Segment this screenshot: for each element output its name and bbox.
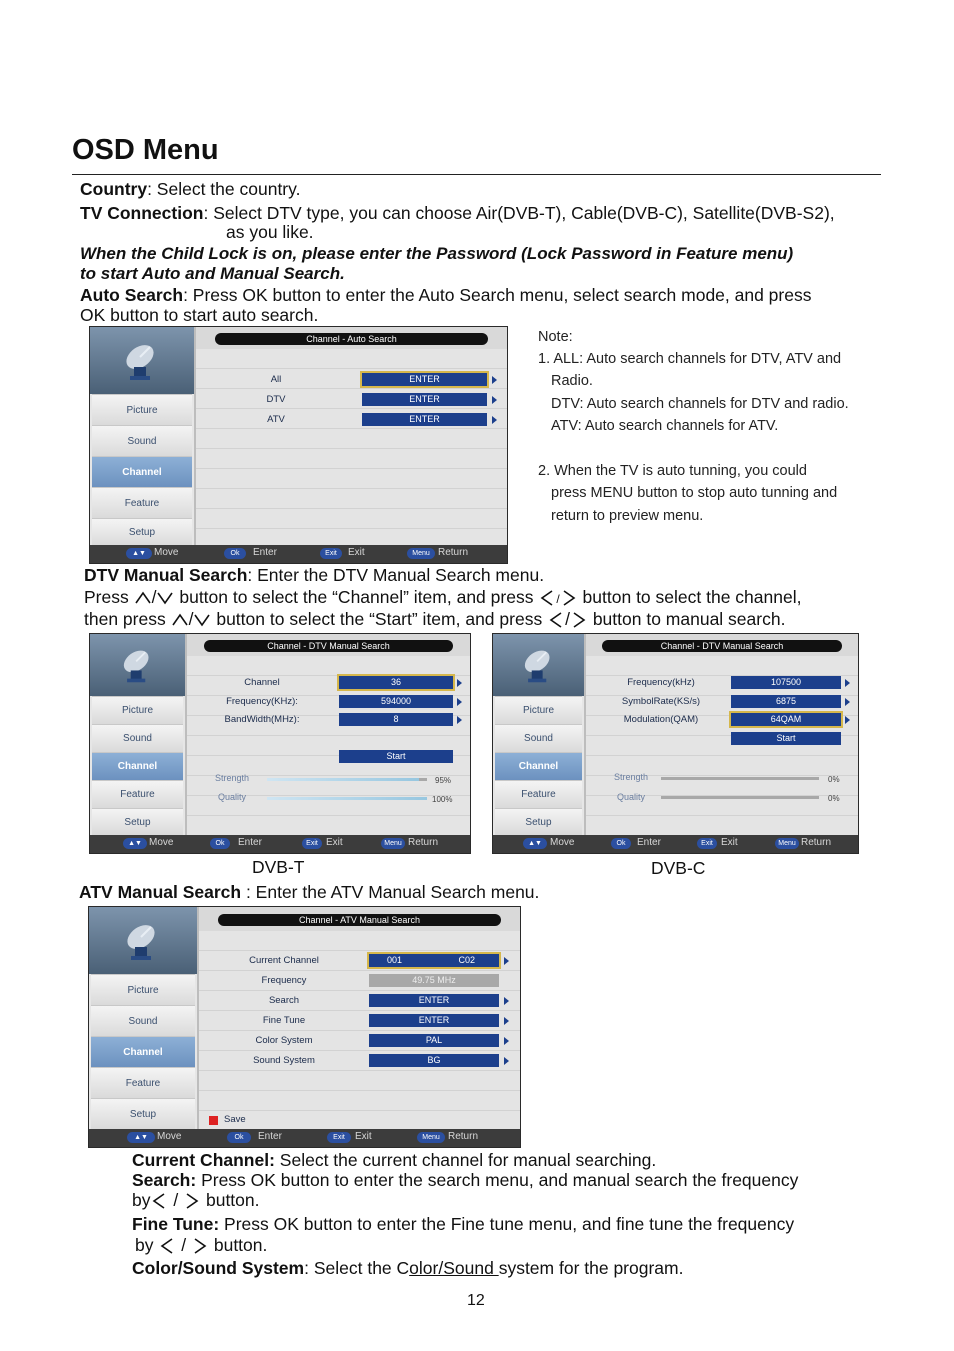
satellite-dish-icon (90, 634, 185, 696)
row-value-frequency[interactable]: 107500 (731, 676, 841, 689)
color-sound-line (132, 1258, 683, 1278)
left-arrow-icon (158, 1237, 176, 1255)
arrow-right-icon (845, 679, 850, 687)
save-red-icon (209, 1116, 218, 1125)
arrow-right-icon (845, 716, 850, 724)
current-channel-line (132, 1150, 656, 1170)
row-value-color-system[interactable]: PAL (369, 1034, 499, 1047)
channel-number: 001 (387, 955, 403, 965)
menu-item-sound[interactable]: Sound (495, 724, 582, 752)
row-label-all: All (270, 374, 282, 385)
start-button[interactable]: Start (731, 732, 841, 745)
footer-exit: Exit (355, 1131, 372, 1142)
current-channel-text: Select the current channel for manual searching. (274, 1150, 657, 1170)
row-label-bandwidth: BandWidth(MHz): (224, 714, 300, 725)
row-label-color-system: Color System (255, 1035, 313, 1046)
row-value-frequency: 49.75 MHz (369, 974, 499, 987)
child-lock-warning-1: When the Child Lock is on, please enter the Password (Lock Password in Feature menu) (80, 244, 794, 263)
row-value-fine-tune[interactable]: ENTER (369, 1014, 499, 1027)
row-value-dtv[interactable]: ENTER (362, 393, 487, 406)
search-text: Press OK button to enter the search menu, and manual search the frequency (196, 1170, 799, 1190)
by-text: by (132, 1190, 151, 1210)
arrow-right-icon (457, 698, 462, 706)
footer-exit: Exit (326, 837, 343, 848)
row-value-bandwidth[interactable]: 8 (339, 713, 453, 726)
save-label[interactable]: Save (224, 1114, 246, 1125)
search-line (132, 1170, 798, 1190)
ok-key-icon: Ok (227, 1132, 251, 1143)
quality-bar (267, 797, 427, 800)
page-number: 12 (467, 1292, 485, 1309)
footer-move: Move (154, 547, 179, 558)
menu-item-picture[interactable]: Picture (91, 974, 195, 1005)
auto-search-text-2: OK button to start auto search. (80, 305, 319, 325)
note-line-2: Radio. (551, 373, 593, 389)
arrow-right-icon (845, 698, 850, 706)
dtv-text-select-channel: button to select the “Channel” item, and press (179, 587, 534, 607)
menu-item-sound[interactable]: Sound (92, 425, 192, 456)
fine-tune-line-2 (135, 1235, 267, 1255)
strength-pct: 95% (435, 776, 452, 785)
osd-dvbt-screen (89, 633, 471, 854)
ok-key-icon: Ok (210, 838, 230, 849)
ok-key-icon: Ok (224, 548, 246, 559)
up-arrow-icon (171, 611, 189, 629)
dtv-text-select-start: button to select the “Start” item, and press (216, 609, 543, 629)
osd-side-menu (493, 634, 586, 835)
dtv-manual-line (84, 565, 544, 585)
left-arrow-icon (538, 589, 556, 607)
menu-item-setup[interactable]: Setup (91, 1098, 195, 1129)
exit-key-icon: Exit (697, 838, 717, 849)
arrow-right-icon (504, 1017, 509, 1025)
dtv-text-press: Press (84, 587, 129, 607)
caption-dvbc: DVB-C (651, 858, 706, 878)
slash: / (181, 1235, 187, 1255)
osd-content-panel (187, 634, 470, 835)
strength-track (661, 777, 819, 780)
arrow-right-icon (504, 997, 509, 1005)
menu-key-icon: Menu (775, 838, 799, 849)
current-channel-label: Current Channel: (132, 1150, 275, 1170)
row-label-fine-tune: Fine Tune (262, 1015, 306, 1026)
row-value-all[interactable]: ENTER (362, 373, 487, 386)
auto-search-line (80, 285, 811, 305)
footer-return: Return (408, 837, 439, 848)
move-key-icon: ▲▼ (123, 838, 147, 849)
down-arrow-icon (156, 589, 174, 607)
menu-item-picture[interactable]: Picture (92, 394, 192, 425)
strength-label: Strength (215, 773, 250, 783)
osd-content-panel (586, 634, 858, 835)
row-value-search[interactable]: ENTER (369, 994, 499, 1007)
footer-enter: Enter (258, 1131, 282, 1142)
atv-manual-label: ATV Manual Search (79, 882, 242, 902)
tv-connection-text: : Select DTV type, you can choose Air(DVB-T), Cable(DVB-C), Satellite(DVB-S2), (203, 203, 835, 223)
osd-footer (89, 1129, 520, 1147)
menu-key-icon: Menu (381, 838, 405, 849)
row-label-current-channel: Current Channel (249, 955, 319, 966)
osd-side-menu (90, 634, 187, 835)
dtv-manual-text: : Enter the DTV Manual Search menu. (247, 565, 545, 585)
quality-label: Quality (617, 792, 646, 802)
tv-connection-label: TV Connection (80, 203, 204, 223)
osd-dvbc-screen (492, 633, 859, 854)
menu-item-feature[interactable]: Feature (495, 780, 582, 808)
quality-track (661, 796, 819, 799)
color-sound-text-1: : Select the C (304, 1258, 410, 1278)
note-line-4: ATV: Auto search channels for ATV. (551, 418, 779, 434)
right-arrow-icon (560, 589, 578, 607)
osd-footer (90, 545, 507, 563)
note-heading: Note: (538, 329, 573, 345)
menu-item-channel[interactable]: Channel (92, 456, 192, 487)
atv-manual-text: : Enter the ATV Manual Search menu. (241, 882, 540, 902)
footer-enter: Enter (238, 837, 262, 848)
satellite-dish-icon (89, 907, 197, 974)
footer-exit: Exit (348, 547, 365, 558)
arrow-right-icon (504, 1037, 509, 1045)
page-title: OSD Menu (72, 134, 219, 166)
color-sound-text-2: olor/Sound (409, 1258, 499, 1278)
row-value-current-channel[interactable] (369, 954, 499, 967)
menu-item-feature[interactable]: Feature (92, 780, 183, 808)
arrow-right-icon (492, 376, 497, 384)
satellite-dish-icon (90, 327, 194, 394)
by-text: by (135, 1235, 154, 1255)
row-label-frequency: Frequency(kHz) (627, 677, 695, 688)
row-value-frequency[interactable]: 594000 (339, 695, 453, 708)
quality-pct: 0% (828, 794, 840, 803)
dtv-text-then-press: then press (84, 609, 166, 629)
slash: / (151, 587, 157, 607)
move-key-icon: ▲▼ (126, 548, 152, 559)
left-arrow-icon (547, 611, 565, 629)
footer-return: Return (801, 837, 832, 848)
osd-content-panel (196, 327, 507, 545)
tv-connection-line (80, 203, 835, 223)
strength-pct: 0% (828, 775, 840, 784)
menu-item-channel[interactable]: Channel (92, 752, 183, 780)
footer-exit: Exit (721, 837, 738, 848)
arrow-right-icon (457, 679, 462, 687)
arrow-right-icon (504, 1057, 509, 1065)
country-line (80, 179, 300, 199)
right-arrow-icon (570, 611, 588, 629)
osd-footer (493, 835, 858, 853)
row-label-symbolrate: SymbolRate(KS/s) (621, 696, 701, 707)
fine-tune-text: Press OK button to enter the Fine tune menu, and fine tune the frequency (219, 1214, 795, 1234)
slash: / (173, 1190, 179, 1210)
osd-atv-screen (88, 906, 521, 1148)
osd-header: Channel - ATV Manual Search (218, 914, 501, 926)
slash: / (565, 609, 570, 629)
footer-return: Return (438, 547, 469, 558)
menu-key-icon: Menu (417, 1132, 445, 1143)
footer-move: Move (550, 837, 575, 848)
menu-item-sound[interactable]: Sound (91, 1005, 195, 1036)
row-label-frequency: Frequency (261, 975, 307, 986)
fine-tune-line (132, 1214, 794, 1234)
menu-item-picture[interactable]: Picture (495, 696, 582, 724)
move-key-icon: ▲▼ (523, 838, 547, 849)
row-value-atv[interactable]: ENTER (362, 413, 487, 426)
footer-move: Move (149, 837, 174, 848)
row-label-modulation: Modulation(QAM) (623, 714, 699, 725)
osd-side-menu (90, 327, 196, 545)
strength-label: Strength (614, 772, 649, 782)
row-value-symbolrate[interactable]: 6875 (731, 695, 841, 708)
move-key-icon: ▲▼ (127, 1132, 155, 1143)
button-text: button. (213, 1235, 268, 1255)
color-sound-text-3: system for the program. (498, 1258, 684, 1278)
note-line-5: 2. When the TV is auto tunning, you could (538, 463, 807, 479)
row-label-channel: Channel (244, 677, 280, 688)
row-value-sound-system[interactable]: BG (369, 1054, 499, 1067)
right-arrow-icon (183, 1192, 201, 1210)
quality-label: Quality (218, 792, 247, 802)
row-label-frequency: Frequency(KHz): (226, 696, 298, 707)
up-arrow-icon (134, 589, 152, 607)
osd-side-menu (89, 907, 199, 1129)
dtv-manual-label: DTV Manual Search (84, 565, 248, 585)
satellite-dish-icon (493, 634, 584, 696)
strength-bar (267, 778, 419, 781)
row-value-channel[interactable]: 36 (339, 676, 453, 689)
footer-return: Return (448, 1131, 479, 1142)
row-value-modulation[interactable]: 64QAM (731, 713, 841, 726)
osd-content-panel (199, 907, 520, 1129)
note-line-6: press MENU button to stop auto tunning and (551, 485, 838, 501)
arrow-right-icon (504, 957, 509, 965)
left-arrow-icon (150, 1192, 168, 1210)
footer-enter: Enter (637, 837, 661, 848)
footer-move: Move (157, 1131, 182, 1142)
row-label-dtv: DTV (266, 394, 286, 405)
search-line-2 (132, 1190, 260, 1210)
osd-header: Channel - DTV Manual Search (602, 640, 841, 652)
menu-item-setup[interactable]: Setup (92, 808, 183, 835)
menu-item-picture[interactable]: Picture (92, 696, 183, 724)
fine-tune-label: Fine Tune: (132, 1214, 220, 1234)
country-label: Country (80, 179, 148, 199)
arrow-right-icon (457, 716, 462, 724)
color-sound-label: Color/Sound System (132, 1258, 305, 1278)
menu-key-icon: Menu (407, 548, 435, 559)
row-label-sound-system: Sound System (253, 1055, 315, 1066)
menu-item-sound[interactable]: Sound (92, 724, 183, 752)
ok-key-icon: Ok (611, 838, 631, 849)
menu-item-channel[interactable]: Channel (495, 752, 582, 780)
note-line-7: return to preview menu. (551, 508, 704, 524)
exit-key-icon: Exit (302, 838, 322, 849)
menu-item-channel[interactable]: Channel (91, 1036, 195, 1067)
dtv-manual-line-2 (84, 587, 801, 609)
dtv-manual-line-3 (84, 609, 785, 629)
dtv-text-manual-search: button to manual search. (592, 609, 786, 629)
osd-auto-search-screen (89, 326, 508, 564)
note-line-1: 1. ALL: Auto search channels for DTV, ATV and (538, 351, 842, 367)
down-arrow-icon (193, 611, 211, 629)
dtv-text-select-the-channel: button to select the channel, (582, 587, 802, 607)
child-lock-warning-2: to start Auto and Manual Search. (80, 264, 345, 283)
exit-key-icon: Exit (327, 1132, 351, 1143)
tv-connection-text-2: as you like. (226, 222, 314, 242)
menu-item-feature[interactable]: Feature (92, 487, 192, 518)
slash: / (556, 592, 560, 606)
channel-code: C02 (458, 955, 475, 965)
right-arrow-icon (191, 1237, 209, 1255)
quality-pct: 100% (432, 795, 453, 804)
auto-search-label: Auto Search (80, 285, 184, 305)
osd-header: Channel - Auto Search (215, 333, 489, 345)
footer-enter: Enter (253, 547, 277, 558)
row-label-search: Search (268, 995, 300, 1006)
caption-dvbt: DVB-T (252, 857, 305, 877)
row-label-atv: ATV (267, 414, 285, 425)
button-text: button. (205, 1190, 260, 1210)
slash: / (188, 609, 194, 629)
arrow-right-icon (492, 416, 497, 424)
menu-item-setup[interactable]: Setup (495, 808, 582, 835)
menu-item-feature[interactable]: Feature (91, 1067, 195, 1098)
auto-search-text: : Press OK button to enter the Auto Search menu, select search mode, and press (183, 285, 812, 305)
title-rule (72, 174, 881, 175)
exit-key-icon: Exit (320, 548, 342, 559)
osd-footer (90, 835, 470, 853)
menu-item-setup[interactable]: Setup (92, 518, 192, 546)
arrow-right-icon (492, 396, 497, 404)
search-label: Search: (132, 1170, 197, 1190)
atv-manual-line (79, 882, 539, 902)
country-text: : Select the country. (147, 179, 301, 199)
start-button[interactable]: Start (339, 750, 453, 763)
note-line-3: DTV: Auto search channels for DTV and radio. (551, 396, 849, 412)
osd-header: Channel - DTV Manual Search (204, 640, 453, 652)
